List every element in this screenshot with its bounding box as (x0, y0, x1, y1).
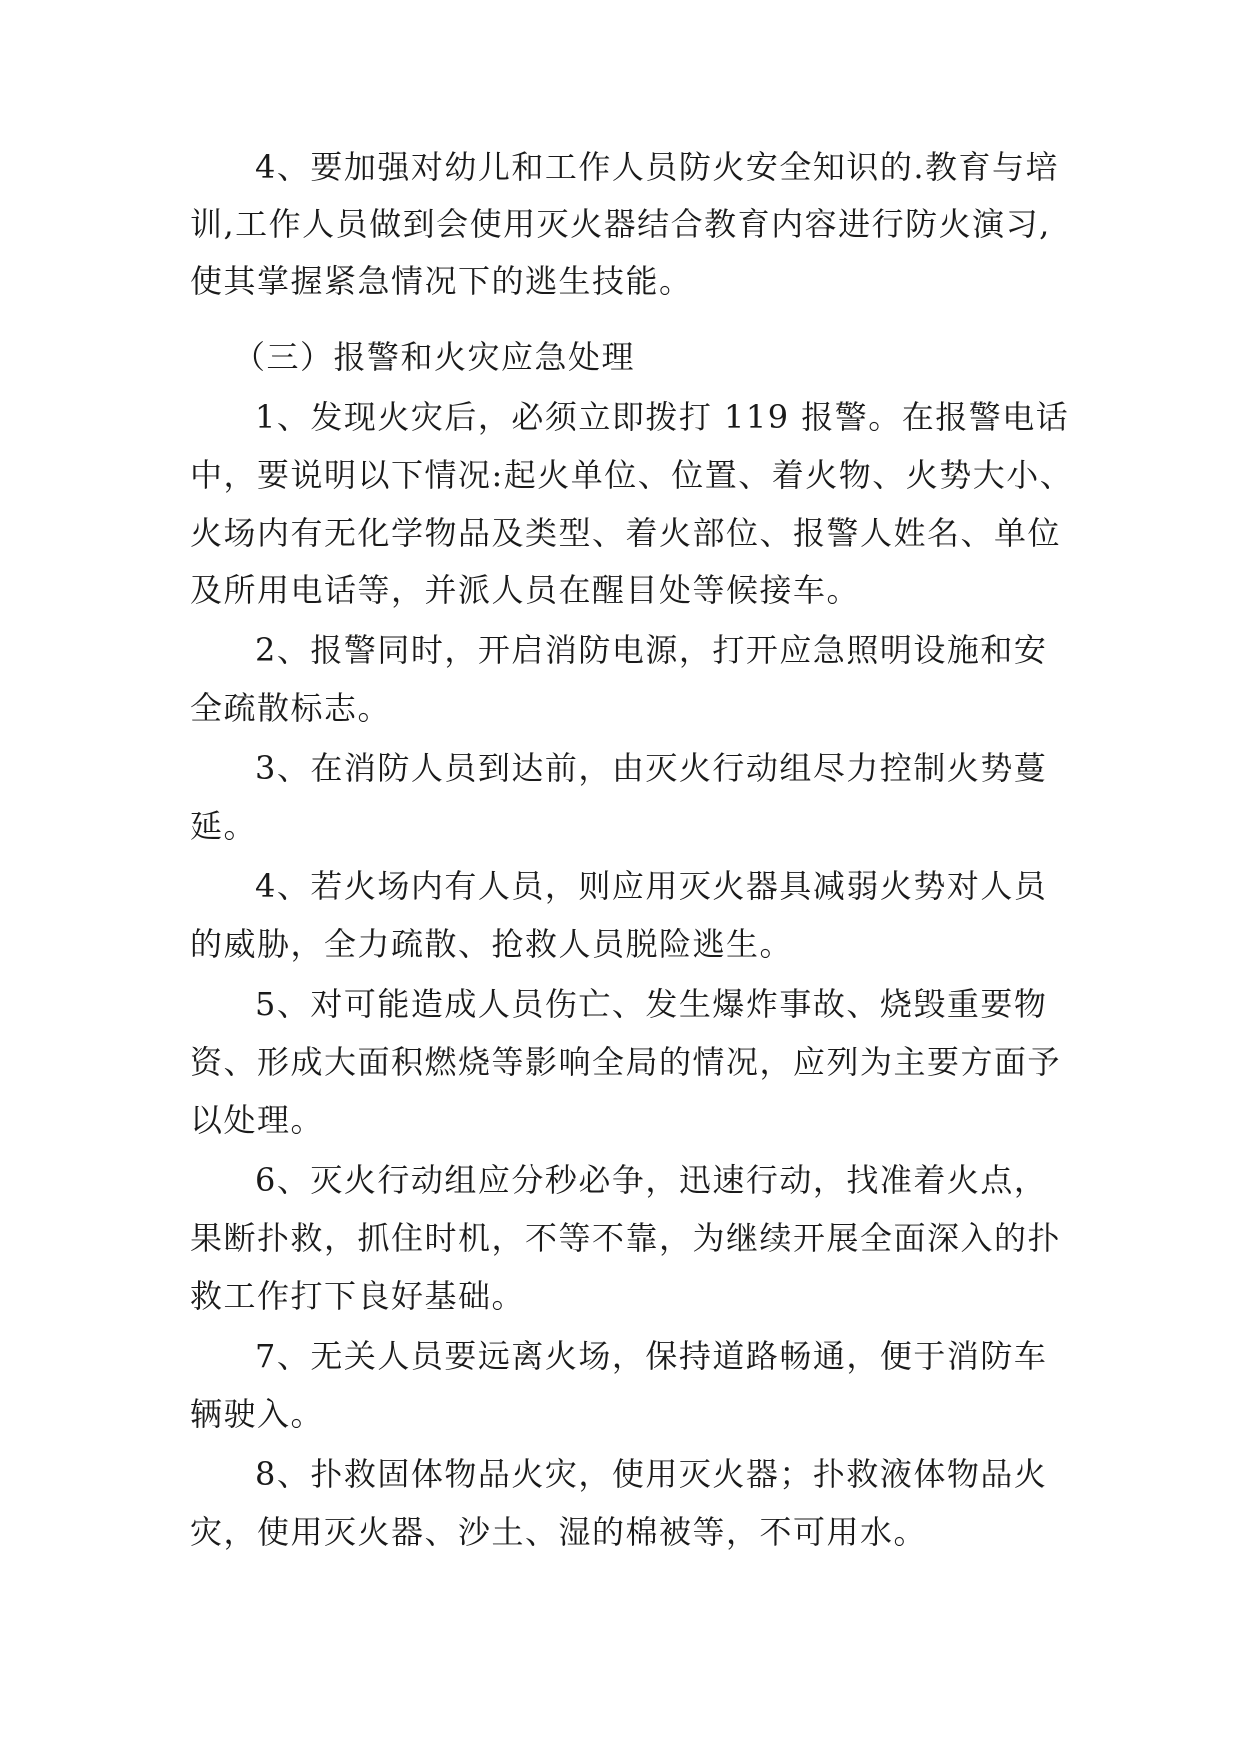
text-line: 火场内有无化学物品及类型、着火部位、报警人姓名、单位 (190, 514, 1062, 552)
text-line: 1、发现火灾后，必须立即拨打 119 报警。在报警电话 (255, 398, 1070, 436)
text-line: 资、形成大面积燃烧等影响全局的情况，应列为主要方面予 (190, 1043, 1062, 1081)
text-line: 7、无关人员要远离火场，保持道路畅通，便于消防车 (255, 1337, 1048, 1375)
text-line: 及所用电话等，并派人员在醒目处等候接车。 (190, 571, 861, 609)
text-line: 6、灭火行动组应分秒必争，迅速行动，找准着火点， (255, 1161, 1048, 1199)
text-line: 救工作打下良好基础。 (190, 1277, 526, 1315)
text-line: 8、扑救固体物品火灾，使用灭火器；扑救液体物品火 (255, 1455, 1048, 1493)
text-line: 辆驶入。 (190, 1395, 325, 1433)
text-line: 3、在消防人员到达前，由灭火行动组尽力控制火势蔓 (255, 749, 1048, 787)
text-line: 4、要加强对幼儿和工作人员防火安全知识的.教育与培 (255, 148, 1060, 186)
text-line: 以处理。 (190, 1101, 325, 1139)
text-line: 中，要说明以下情况:起火单位、位置、着火物、火势大小、 (190, 456, 1074, 494)
text-line: 灾，使用灭火器、沙土、湿的棉被等，不可用水。 (190, 1513, 928, 1551)
text-line: 4、若火场内有人员，则应用灭火器具减弱火势对人员 (255, 867, 1048, 905)
text-line: 的威胁，全力疏散、抢救人员脱险逃生。 (190, 925, 794, 963)
text-line: 延。 (190, 807, 258, 845)
section-heading: （三）报警和火灾应急处理 (233, 338, 636, 376)
text-line: 果断扑救，抓住时机，不等不靠，为继续开展全面深入的扑 (190, 1219, 1062, 1257)
text-line: 使其掌握紧急情况下的逃生技能。 (190, 262, 693, 300)
text-line: 5、对可能造成人员伤亡、发生爆炸事故、烧毁重要物 (255, 985, 1048, 1023)
text-line: 2、报警同时，开启消防电源，打开应急照明设施和安 (255, 631, 1048, 669)
text-line: 全疏散标志。 (190, 689, 392, 727)
text-line: 训,工作人员做到会使用灭火器结合教育内容进行防火演习, (190, 205, 1051, 243)
